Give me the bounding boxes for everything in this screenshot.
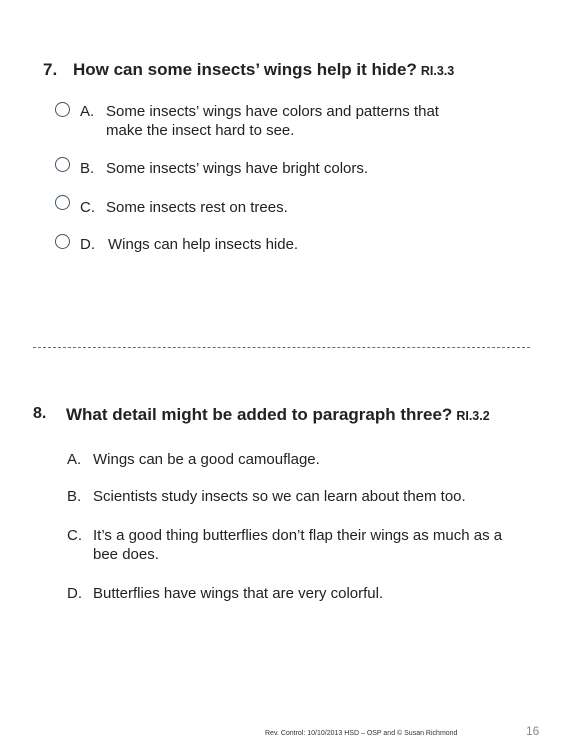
- q8-option-c-line1: It’s a good thing butterflies don’t flap their wings as much as a: [93, 527, 503, 544]
- option-a-radio[interactable]: [55, 102, 70, 117]
- q8-option-b-text: Scientists study insects so we can learn about them too.: [93, 488, 466, 505]
- q8-option-d-letter: D.: [67, 585, 82, 602]
- q8-option-a-text: Wings can be a good camouflage.: [93, 451, 320, 468]
- section-divider: [33, 347, 530, 348]
- q7-option-a-line1: Some insects’ wings have colors and patterns that: [106, 103, 439, 120]
- footer-revision-text: Rev. Control: 10/10/2013 HSD – OSP and © Susan Richmond: [265, 730, 458, 737]
- question-7-number: 7.: [43, 60, 58, 79]
- question-8-number: 8.: [33, 405, 47, 422]
- option-c-radio[interactable]: [55, 195, 70, 210]
- q7-option-a-line2: make the insect hard to see.: [106, 122, 295, 139]
- q7-option-d-letter: D.: [80, 236, 95, 253]
- q8-option-c-line2: bee does.: [93, 546, 159, 563]
- q8-option-b-letter: B.: [67, 488, 82, 505]
- q7-option-a-letter: A.: [80, 103, 95, 120]
- question-8-prompt-text: What detail might be added to paragraph three?: [66, 405, 453, 424]
- question-7-prompt-text: How can some insects’ wings help it hide?: [73, 60, 417, 79]
- q8-option-a-letter: A.: [67, 451, 82, 468]
- q7-option-c-text: Some insects rest on trees.: [106, 199, 288, 216]
- q7-option-a-text: [106, 102, 439, 140]
- q7-option-d-text: Wings can help insects hide.: [108, 236, 299, 253]
- q8-option-d-text: Butterflies have wings that are very colorful.: [93, 585, 384, 602]
- option-b-radio[interactable]: [55, 157, 70, 172]
- q7-option-b-letter: B.: [80, 160, 95, 177]
- option-d-radio[interactable]: [55, 234, 70, 249]
- page-number: 16: [526, 724, 540, 738]
- question-7-standard: RI.3.3: [420, 64, 455, 78]
- question-8-prompt: [66, 405, 490, 425]
- q8-option-c-letter: C.: [67, 527, 82, 544]
- q7-option-c-letter: C.: [80, 199, 95, 216]
- question-8-standard: RI.3.2: [456, 409, 490, 423]
- question-7-prompt: [73, 60, 454, 80]
- q7-option-b-text: Some insects’ wings have bright colors.: [106, 160, 369, 177]
- q8-option-c-text: [93, 526, 502, 564]
